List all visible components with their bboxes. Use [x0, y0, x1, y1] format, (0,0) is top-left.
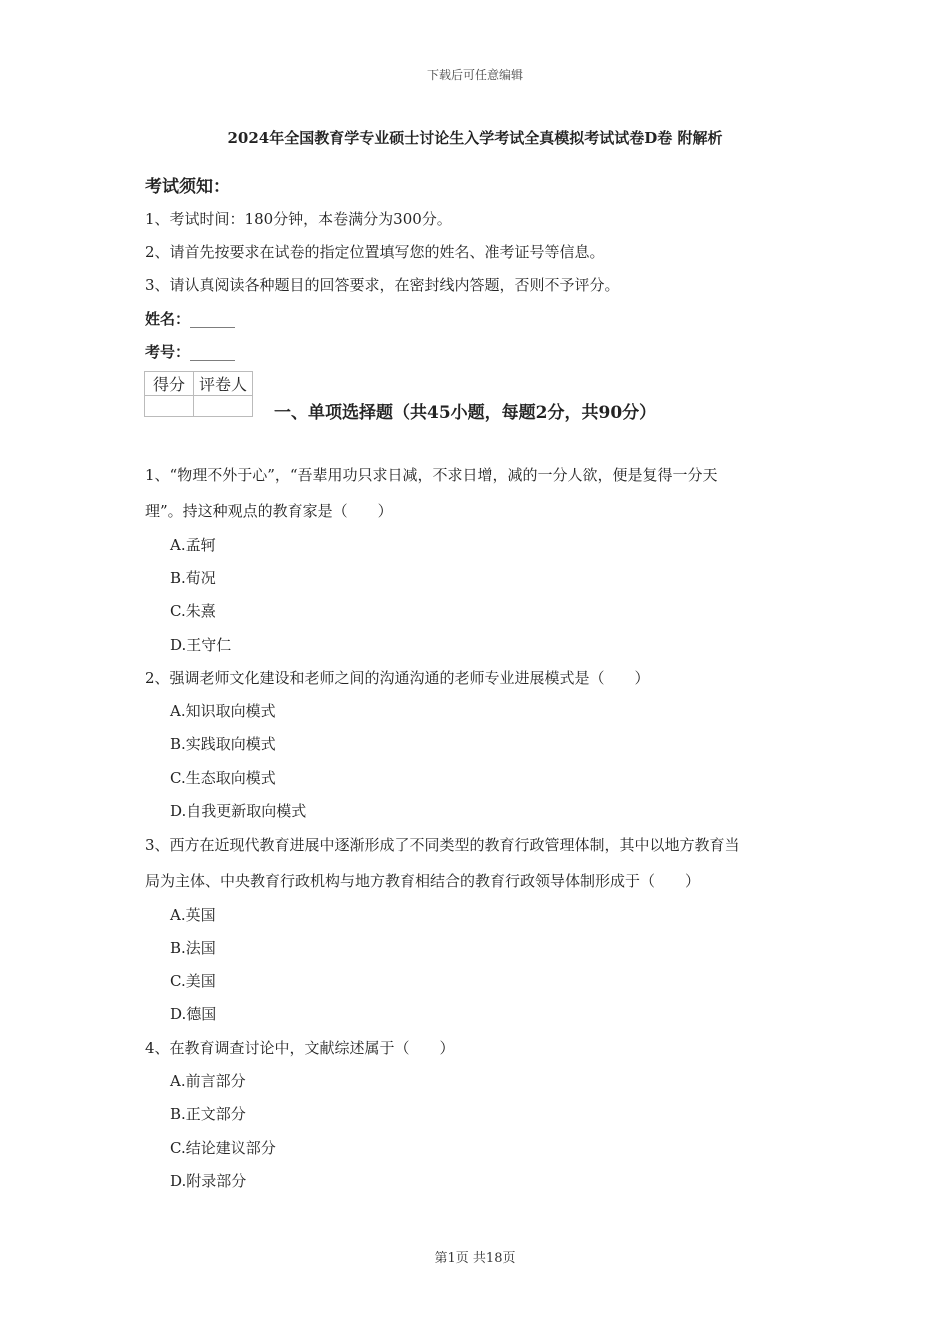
question-4-option-d: D.附录部分 [170, 1172, 247, 1190]
notice-rule-3: 3、请认真阅读各种题目的回答要求，在密封线内答题，否则不予评分。 [145, 276, 620, 294]
question-3-option-a: A.英国 [170, 906, 216, 924]
question-2-option-c: C.生态取向模式 [170, 769, 276, 787]
question-2-option-d: D.自我更新取向模式 [170, 802, 307, 820]
question-2-option-b: B.实践取向模式 [170, 735, 276, 753]
question-3-line-2: 局为主体、中央教育行政机构与地方教育相结合的教育行政领导体制形成于（ ） [145, 872, 701, 890]
score-box [144, 371, 253, 417]
grader-cell[interactable] [194, 396, 253, 417]
question-1-option-c: C.朱熹 [170, 602, 216, 620]
question-1-option-d: D.王守仁 [170, 636, 232, 654]
question-3-option-c: C.美国 [170, 972, 216, 990]
grader-header: 评卷人 [194, 372, 253, 396]
name-label: 姓名： [145, 310, 191, 328]
question-1-option-b: B.荀况 [170, 569, 216, 587]
question-2-line-1: 2、强调老师文化建设和老师之间的沟通沟通的老师专业进展模式是（ ） [145, 669, 650, 687]
question-3-line-1: 3、西方在近现代教育进展中逐渐形成了不同类型的教育行政管理体制，其中以地方教育当 [145, 836, 740, 854]
notice-title: 考试须知： [145, 177, 230, 197]
score-cell[interactable] [145, 396, 194, 417]
question-4-line-1: 4、在教育调查讨论中，文献综述属于（ ） [145, 1039, 455, 1057]
name-blank[interactable]: ______ [190, 310, 236, 328]
exam-id-label: 考号： [145, 343, 191, 361]
question-3-option-b: B.法国 [170, 939, 216, 957]
question-4-option-c: C.结论建议部分 [170, 1139, 276, 1157]
question-3-option-d: D.德国 [170, 1005, 217, 1023]
question-4-option-b: B.正文部分 [170, 1105, 246, 1123]
exam-id-field[interactable] [145, 341, 235, 362]
notice-rule-1: 1、考试时间：180分钟，本卷满分为300分。 [145, 210, 452, 228]
name-field[interactable] [145, 308, 235, 329]
question-1-line-2: 理”。持这种观点的教育家是（ ） [145, 502, 393, 520]
score-header: 得分 [145, 372, 194, 396]
document-title: 2024年全国教育学专业硕士讨论生入学考试全真模拟考试试卷D卷 附解析 [227, 129, 723, 147]
page-footer: 第1页 共18页 [434, 1251, 516, 1266]
question-4-option-a: A.前言部分 [170, 1072, 246, 1090]
section-title: 一、单项选择题（共45小题，每题2分，共90分） [274, 403, 657, 423]
notice-rule-2: 2、请首先按要求在试卷的指定位置填写您的姓名、准考证号等信息。 [145, 243, 605, 261]
exam-id-blank[interactable]: ______ [190, 343, 236, 361]
question-2-option-a: A.知识取向模式 [170, 702, 276, 720]
question-1-line-1: 1、“物理不外于心”，“吾辈用功只求日减，不求日增，减的一分人欲，便是复得一分天 [145, 466, 718, 484]
question-1-option-a: A.孟轲 [170, 536, 216, 554]
header-note: 下载后可任意编辑 [426, 68, 523, 82]
